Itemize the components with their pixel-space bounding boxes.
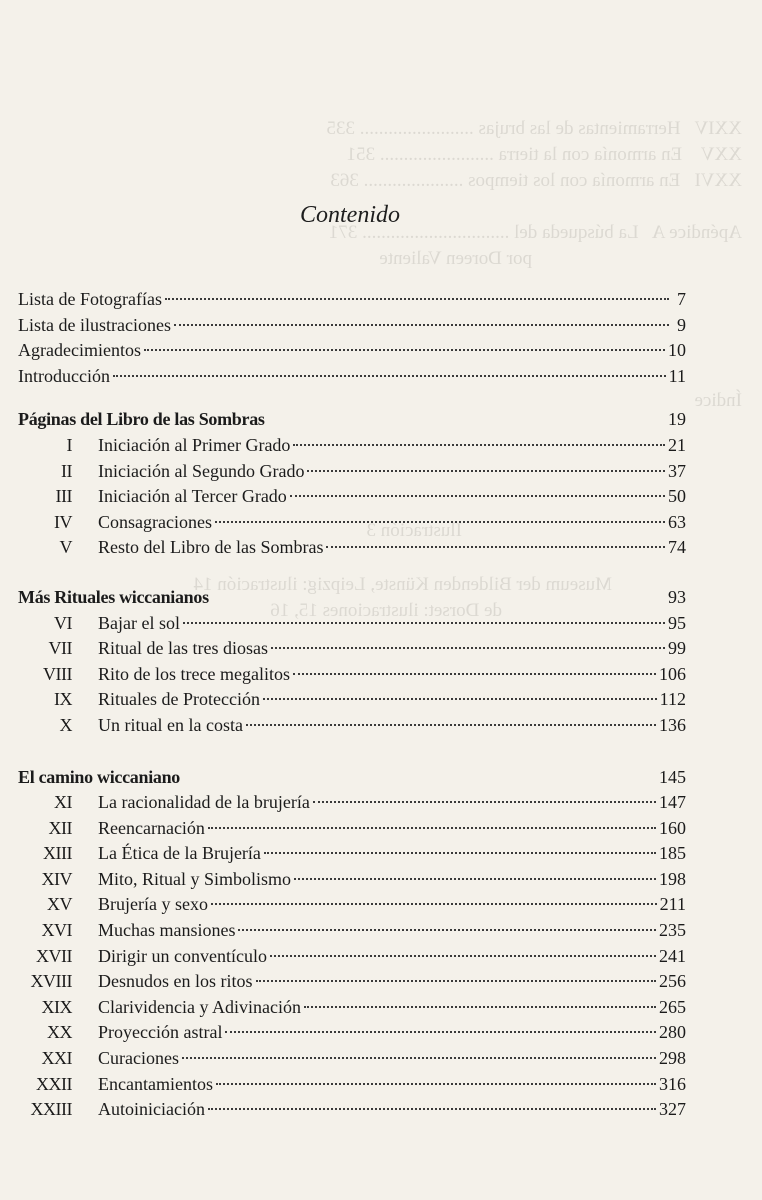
chapter-entry[interactable] xyxy=(18,790,686,816)
chapter-number: XIII xyxy=(43,843,72,864)
table-of-contents xyxy=(18,287,686,1123)
dot-leader xyxy=(165,298,669,300)
section-heading[interactable] xyxy=(18,407,686,433)
dot-leader xyxy=(113,375,666,377)
toc-entry-page: 7 xyxy=(677,289,686,309)
chapter-number: XXII xyxy=(36,1073,72,1094)
dot-leader xyxy=(225,1031,656,1033)
chapter-number: XI xyxy=(54,792,72,813)
chapter-entry[interactable] xyxy=(18,995,686,1021)
chapter-title: Dirigir un conventículo xyxy=(98,945,267,966)
chapter-title: Ritual de las tres diosas xyxy=(98,638,268,659)
dot-leader xyxy=(256,980,657,982)
toc-entry[interactable] xyxy=(18,338,686,364)
chapter-entry[interactable] xyxy=(18,433,686,459)
chapter-title: Autoiniciación xyxy=(98,1099,205,1120)
chapter-page: 99 xyxy=(668,638,686,659)
chapter-page: 211 xyxy=(659,894,686,915)
chapter-entry[interactable] xyxy=(18,918,686,944)
dot-leader xyxy=(144,349,665,351)
chapter-page: 160 xyxy=(659,817,686,838)
chapter-page: 21 xyxy=(668,434,686,455)
chapter-entry[interactable] xyxy=(18,1097,686,1123)
section-heading-page: 145 xyxy=(659,766,686,787)
dot-leader xyxy=(294,878,656,880)
chapter-page: 136 xyxy=(659,714,686,735)
chapter-title: Iniciación al Segundo Grado xyxy=(98,460,305,481)
chapter-number: XVIII xyxy=(30,971,72,992)
chapter-number: XX xyxy=(47,1022,72,1043)
chapter-number: X xyxy=(59,714,72,735)
section-heading-label: Más Rituales wiccanianos xyxy=(18,586,209,607)
dot-leader xyxy=(293,673,656,675)
chapter-page: 316 xyxy=(659,1073,686,1094)
chapter-page: 241 xyxy=(659,945,686,966)
chapter-title: Iniciación al Primer Grado xyxy=(98,434,291,455)
dot-leader xyxy=(182,1057,656,1059)
page-title: Contenido xyxy=(300,202,400,228)
chapter-page: 95 xyxy=(668,612,686,633)
chapter-entry[interactable] xyxy=(18,484,686,510)
dot-leader xyxy=(293,444,665,446)
chapter-title: Resto del Libro de las Sombras xyxy=(98,537,324,558)
chapter-entry[interactable] xyxy=(18,969,686,995)
dot-leader xyxy=(326,546,665,548)
chapter-title: Proyección astral xyxy=(98,1022,223,1043)
bleed-through-text: XXIV Herramientas de las brujas ........................ 335 XXV En armonía con la tierra ........................ 351 XXVI En armonía con los tiempos ..................... 363 Apéndice A La búsqueda del ............................... 371 por Doreen Valiente Índice Ilustración 3 Museum der Bildenden Künste, Leipzig: ilustración 14 de Dorset: ilustraciones 15, 16 xyxy=(193,118,742,621)
chapter-title: Reencarnación xyxy=(98,817,205,838)
toc-entry[interactable] xyxy=(18,364,686,390)
dot-leader xyxy=(270,955,656,957)
chapter-number: XV xyxy=(47,894,72,915)
chapter-entry[interactable] xyxy=(18,867,686,893)
chapter-number: IV xyxy=(54,511,72,532)
chapter-page: 37 xyxy=(668,460,686,481)
toc-entry-page: 10 xyxy=(668,340,686,361)
toc-entry-label: Agradecimientos xyxy=(18,340,141,361)
section-heading-label: Páginas del Libro de las Sombras xyxy=(18,409,265,430)
dot-leader xyxy=(174,324,669,326)
dot-leader xyxy=(211,903,657,905)
chapter-number: XII xyxy=(48,817,72,838)
chapter-page: 147 xyxy=(659,792,686,813)
chapter-page: 63 xyxy=(668,511,686,532)
section-heading-label: El camino wiccaniano xyxy=(18,766,181,787)
chapter-title: Muchas mansiones xyxy=(98,920,236,941)
dot-leader xyxy=(290,495,665,497)
chapter-entry[interactable] xyxy=(18,841,686,867)
toc-entry-label: Lista de Fotografías xyxy=(18,289,162,309)
chapter-title: Curaciones xyxy=(98,1048,179,1069)
toc-entry-label: Lista de ilustraciones xyxy=(18,314,171,335)
chapter-page: 198 xyxy=(659,868,686,889)
chapter-number: VI xyxy=(54,612,72,633)
chapter-title: Encantamientos xyxy=(98,1073,213,1094)
chapter-page: 185 xyxy=(659,843,686,864)
chapter-entry[interactable] xyxy=(18,535,686,561)
chapter-title: Rito de los trece megalitos xyxy=(98,663,290,684)
section-heading-page: 93 xyxy=(668,586,686,607)
section-heading[interactable] xyxy=(18,585,686,611)
chapter-number: VIII xyxy=(43,663,72,684)
chapter-entry[interactable] xyxy=(18,713,686,739)
chapter-entry[interactable] xyxy=(18,611,686,637)
dot-leader xyxy=(208,827,656,829)
dot-leader xyxy=(208,1108,656,1110)
chapter-number: V xyxy=(59,537,72,558)
dot-leader xyxy=(216,1083,656,1085)
dot-leader xyxy=(304,1006,656,1008)
chapter-title: La Ética de la Brujería xyxy=(98,843,261,864)
dot-leader xyxy=(307,470,665,472)
chapter-title: Clarividencia y Adivinación xyxy=(98,996,301,1017)
section-heading[interactable] xyxy=(18,765,686,791)
chapter-number: XIX xyxy=(41,996,72,1017)
chapter-page: 256 xyxy=(659,971,686,992)
chapter-entry[interactable] xyxy=(18,687,686,713)
chapter-page: 280 xyxy=(659,1022,686,1043)
chapter-number: XIV xyxy=(41,868,72,889)
chapter-entry[interactable] xyxy=(18,459,686,485)
chapter-entry[interactable] xyxy=(18,1072,686,1098)
chapter-number: XXIII xyxy=(30,1099,72,1120)
toc-entry-page: 9 xyxy=(677,314,686,335)
chapter-number: III xyxy=(55,486,72,507)
chapter-entry[interactable] xyxy=(18,636,686,662)
chapter-title: Mito, Ritual y Simbolismo xyxy=(98,868,292,889)
dot-leader xyxy=(238,929,656,931)
toc-entry[interactable] xyxy=(18,287,686,313)
chapter-number: II xyxy=(61,460,72,481)
chapter-page: 265 xyxy=(659,996,686,1017)
chapter-page: 50 xyxy=(668,486,686,507)
toc-entry-page: 11 xyxy=(668,365,686,386)
dot-leader xyxy=(271,647,665,649)
chapter-page: 235 xyxy=(659,920,686,941)
chapter-title: Bajar el sol xyxy=(98,612,180,633)
chapter-number: XVII xyxy=(36,945,72,966)
dot-leader xyxy=(183,622,665,624)
chapter-entry[interactable] xyxy=(18,1020,686,1046)
chapter-entry[interactable] xyxy=(18,1046,686,1072)
chapter-title: Consagraciones xyxy=(98,511,212,532)
chapter-number: XVI xyxy=(41,920,72,941)
chapter-page: 74 xyxy=(668,537,686,558)
chapter-title: Desnudos en los ritos xyxy=(98,971,253,992)
toc-entry-label: Introducción xyxy=(18,365,110,386)
dot-leader xyxy=(215,521,665,523)
chapter-number: IX xyxy=(54,689,72,710)
section-heading-page: 19 xyxy=(668,409,686,430)
chapter-page: 106 xyxy=(659,663,686,684)
chapter-title: Brujería y sexo xyxy=(98,894,208,915)
chapter-entry[interactable] xyxy=(18,944,686,970)
chapter-title: Iniciación al Tercer Grado xyxy=(98,486,287,507)
chapter-page: 112 xyxy=(659,689,686,710)
chapter-title: Rituales de Protección xyxy=(98,689,260,710)
chapter-title: Un ritual en la costa xyxy=(98,714,243,735)
chapter-page: 327 xyxy=(659,1099,686,1120)
dot-leader xyxy=(246,724,656,726)
dot-leader xyxy=(264,852,656,854)
chapter-entry[interactable] xyxy=(18,892,686,918)
dot-leader xyxy=(313,801,656,803)
toc-entry[interactable] xyxy=(18,313,686,339)
chapter-number: VII xyxy=(48,638,72,659)
chapter-entry[interactable] xyxy=(18,510,686,536)
chapter-title: La racionalidad de la brujería xyxy=(98,792,310,813)
chapter-page: 298 xyxy=(659,1048,686,1069)
chapter-entry[interactable] xyxy=(18,662,686,688)
chapter-number: I xyxy=(66,434,72,455)
chapter-number: XXI xyxy=(41,1048,72,1069)
dot-leader xyxy=(263,698,657,700)
chapter-entry[interactable] xyxy=(18,816,686,842)
